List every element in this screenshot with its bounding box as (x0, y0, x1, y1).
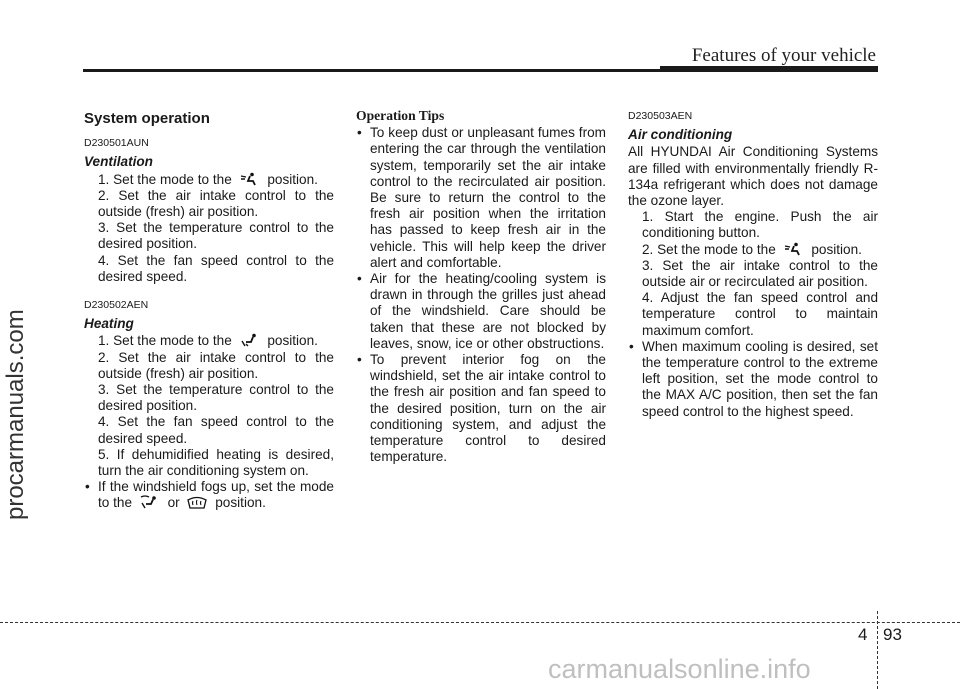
ventilation-heading: Ventilation (84, 154, 153, 170)
ac-bullet: • When maximum cooling is desired, set the temperature control to the extreme left position, set the mode control to the MAX A/C position, then set the fan speed control to the highest speed. (629, 338, 878, 419)
heating-step-1 (84, 333, 334, 349)
step-text-end: position. (267, 171, 318, 187)
heating-bullet: • If the windshield fogs up, set the mode to the or position. (85, 479, 334, 511)
ac-step-2 (628, 242, 878, 258)
step-text-end: position. (811, 241, 862, 257)
ac-code: D230503AEN (628, 110, 693, 122)
tip-item: • To prevent interior fog on the windshield, set the air intake control to the fresh air position and fan speed to the desired position, turn on the air conditioning system, and adjust the temperature control to desired temperature. (357, 352, 606, 465)
footer-rule (0, 622, 960, 623)
page-number: 93 (883, 625, 902, 644)
ventilation-step-3: 3. Set the temperature control to the desired position. (98, 220, 334, 252)
ventilation-code: D230501AUN (84, 137, 149, 150)
section-number: 4 (858, 625, 868, 644)
ventilation-step-1 (84, 172, 334, 188)
tip-text: Air for the heating/cooling system is drawn in through the grilles just ahead of the windshield. Care should be taken that these are not blocked by leaves, snow, ice or other obstructions. (370, 271, 606, 351)
bullet-or: or (167, 495, 180, 511)
defrost-icon (186, 495, 208, 509)
step-text: 2. Set the mode to the (642, 241, 776, 257)
step-text: 1. Set the mode to the (98, 333, 232, 349)
heating-step-2: 2. Set the air intake control to the outside (fresh) air position. (98, 349, 334, 381)
side-watermark: procarmanuals.com (2, 309, 29, 520)
vent-mode-icon (783, 242, 805, 256)
header-tab-bar (660, 66, 878, 72)
running-header: Features of your vehicle (691, 45, 876, 66)
footer-divider (877, 611, 878, 689)
ac-step-3: 3. Set the air intake control to the outside air or recirculated air position. (642, 257, 878, 290)
ac-step-4: 4. Adjust the fan speed control and temperature control to maintain maximum comfort. (642, 290, 878, 338)
step-text: 1. Set the mode to the (98, 171, 232, 187)
bullet-text-end: position. (215, 495, 266, 511)
ac-heading: Air conditioning (628, 127, 733, 143)
floor-mode-icon (239, 333, 261, 347)
heating-heading: Heating (84, 316, 134, 332)
heating-step-3: 3. Set the temperature control to the desired position. (98, 382, 334, 414)
bullet-text: When maximum cooling is desired, set the temperature control to the extreme left position, set the mode control to the MAX A/C position, then set the fan speed control to the highest speed. (642, 338, 878, 419)
heating-code: D230502AEN (84, 299, 149, 312)
tip-text: To keep dust or unpleasant fumes from entering the car through the ventilation system, temporarily set the air intake control to the recirculated air position. Be sure to return the control to the fresh air position when the irritation has passed to keep fresh air in the vehicle. This will help keep the driver alert and comfortable. (370, 125, 606, 270)
heating-step-5: 5. If dehumidified heating is desired, turn the air conditioning system on. (98, 446, 334, 479)
column-operation-tips (356, 108, 606, 465)
vent-mode-icon (239, 172, 261, 186)
ac-step-1: 1. Start the engine. Push the air conditioning button. (642, 209, 878, 241)
column-air-conditioning (628, 108, 878, 420)
bullet-text: If the windshield fogs up, set the mode to the (98, 479, 334, 511)
heating-step-4: 4. Set the fan speed control to the desired speed. (98, 414, 334, 446)
ventilation-step-2: 2. Set the air intake control to the outside (fresh) air position. (98, 187, 334, 220)
bottom-watermark: carmanualsonline.info (548, 654, 811, 684)
section-title: System operation (84, 110, 210, 127)
column-system-operation (84, 108, 334, 512)
step-text-end: position. (267, 333, 318, 349)
ac-intro: All HYUNDAI Air Conditioning Systems are filled with environmentally friendly R-134a refrigerant which does not damage the ozone layer. (628, 144, 878, 209)
tip-text: To prevent interior fog on the windshield, set the air intake control to the fresh air position and fan speed to the desired position, turn on the air conditioning system, and adjust the temperature control to desired temperature. (370, 352, 606, 465)
floor-defrost-mode-icon (139, 495, 161, 509)
ventilation-step-4: 4. Set the fan speed control to the desired speed. (98, 252, 334, 284)
tip-item: • To keep dust or unpleasant fumes from entering the car through the ventilation system, temporarily set the air intake control to the recirculated air position. Be sure to return the control to the fresh air position when the irritation has passed to keep fresh air in the vehicle. This will help keep the driver alert and comfortable. (357, 125, 606, 270)
tips-title: Operation Tips (356, 108, 445, 123)
tip-item: • Air for the heating/cooling system is drawn in through the grilles just ahead of the windshield. Care should be taken that these are not blocked by leaves, snow, ice or other obstructions. (357, 271, 606, 351)
